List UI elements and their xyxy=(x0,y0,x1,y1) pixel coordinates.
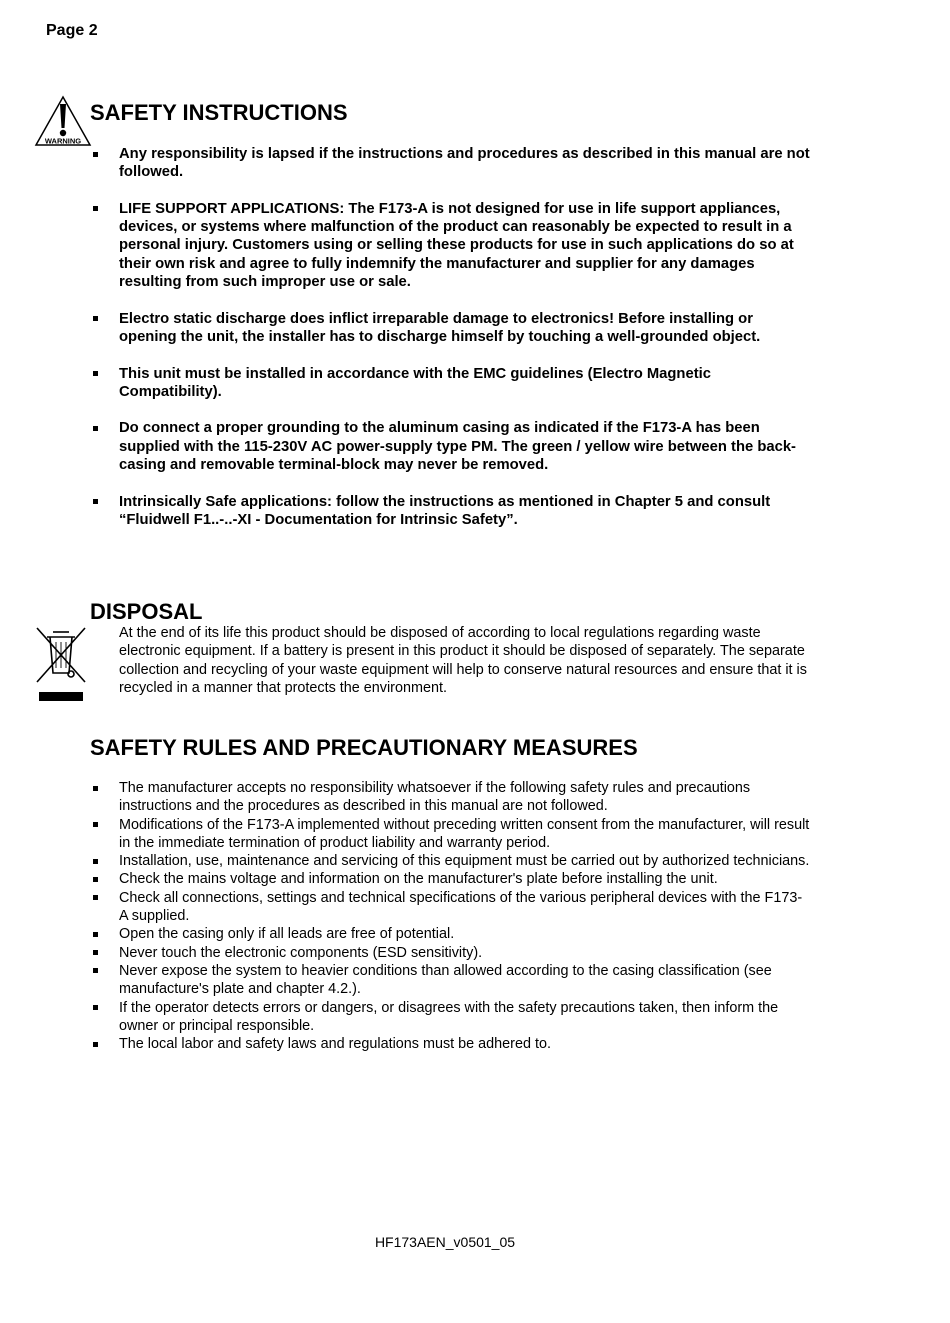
crossed-out-wheelie-bin-icon xyxy=(33,624,89,704)
document-footer: HF173AEN_v0501_05 xyxy=(374,1234,516,1250)
list-item: LIFE SUPPORT APPLICATIONS: The F173-A is not designed for use in life support appliances, devices, or systems where malfunction of the product can reasonably be expected to result in a personal injury. Customers using or selling these products for use in such applications do so at their own risk and agree to fully indemnify the manufacturer and supplier for any damages resulting from such improper use or sale. xyxy=(0,200,810,291)
list-item: The manufacturer accepts no responsibility whatsoever if the following safety rules and precautions instructions and the procedures as described in this manual are not followed. xyxy=(0,779,810,816)
list-item: This unit must be installed in accordance with the EMC guidelines (Electro Magnetic Compatibility). xyxy=(0,365,810,402)
disposal-text: At the end of its life this product should be disposed of according to local regulations regarding waste electronic equipment. If a battery is present in this product it should be disposed of separately. The separate collection and recycling of your waste equipment will help to conserve natural resources and ensure that it is recycled in a manner that protects the environment. xyxy=(119,625,807,696)
warning-icon-label: WARNING xyxy=(44,136,82,146)
disposal-heading: DISPOSAL xyxy=(90,599,203,624)
safety-rules-list xyxy=(0,779,810,1053)
list-item: The local labor and safety laws and regulations must be adhered to. xyxy=(0,1035,810,1053)
safety-instructions-heading: SAFETY INSTRUCTIONS xyxy=(90,100,348,125)
list-item: Installation, use, maintenance and servicing of this equipment must be carried out by authorized technicians. xyxy=(0,852,810,870)
list-item: Do connect a proper grounding to the aluminum casing as indicated if the F173-A has been supplied with the 115-230V AC power-supply type PM. The green / yellow wire between the back-casing and removable terminal-block may never be removed. xyxy=(0,419,810,474)
list-item: If the operator detects errors or dangers, or disagrees with the safety precautions taken, then inform the owner or principal responsible. xyxy=(0,999,810,1036)
list-item: Never expose the system to heavier conditions than allowed according to the casing classification (see manufacture's plate and chapter 4.2.). xyxy=(0,962,810,999)
list-item: Open the casing only if all leads are free of potential. xyxy=(0,925,810,943)
list-item: Modifications of the F173-A implemented without preceding written consent from the manufacturer, will result in the immediate termination of product liability and warranty period. xyxy=(0,816,810,853)
warning-triangle-icon xyxy=(33,94,93,148)
list-item: Never touch the electronic components (ESD sensitivity). xyxy=(0,944,810,962)
safety-instructions-list xyxy=(0,145,810,548)
list-item: Check the mains voltage and information on the manufacturer's plate before installing the unit. xyxy=(0,870,810,888)
list-item: Intrinsically Safe applications: follow the instructions as mentioned in Chapter 5 and consult “Fluidwell F1..-..-XI - Documentation for Intrinsic Safety”. xyxy=(0,493,810,530)
list-item: Check all connections, settings and technical specifications of the various peripheral devices with the F173-A supplied. xyxy=(0,889,810,926)
list-item: Electro static discharge does inflict irreparable damage to electronics! Before installing or opening the unit, the installer has to discharge himself by touching a well-grounded object. xyxy=(0,310,810,347)
safety-rules-heading: SAFETY RULES AND PRECAUTIONARY MEASURES xyxy=(90,735,638,760)
list-item: Any responsibility is lapsed if the instructions and procedures as described in this manual are not followed. xyxy=(0,145,810,182)
page-number: Page 2 xyxy=(46,22,98,39)
